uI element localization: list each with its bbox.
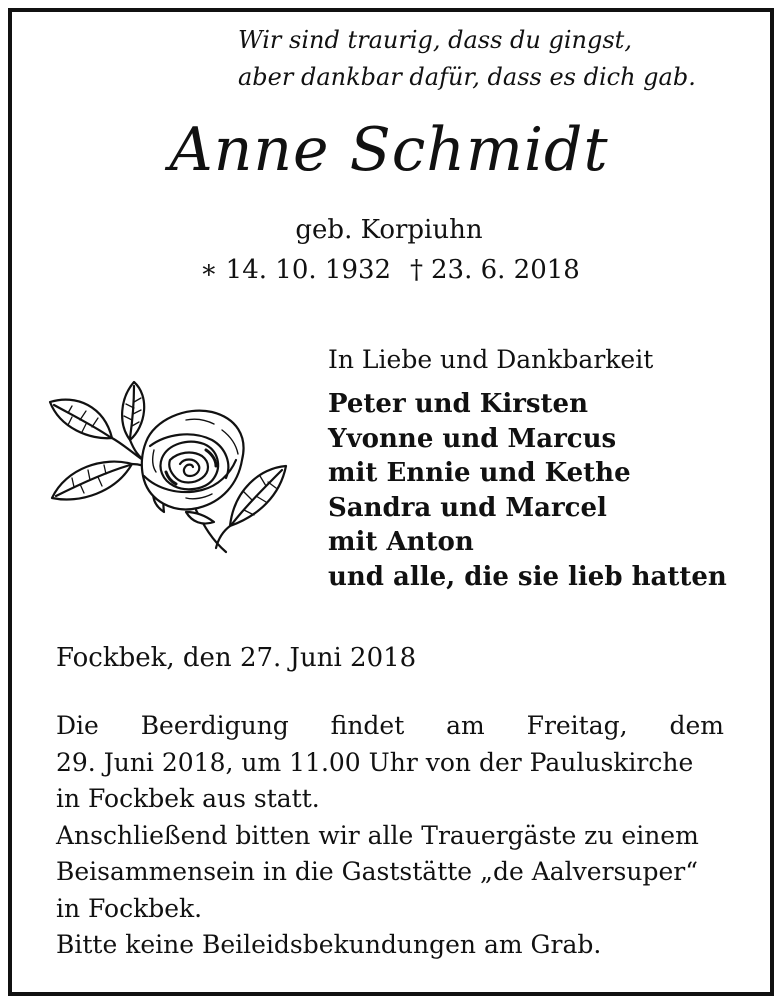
birth-date-group [200,250,391,290]
mourner-line: mit Ennie und Kethe [328,458,631,488]
funeral-line: Beisammensein in die Gaststätte „de Aalversuper“ [56,857,699,886]
funeral-details [56,708,724,964]
rose-icon [46,380,290,555]
funeral-line: 29. Juni 2018, um 11.00 Uhr von der Pauluskirche [56,747,694,777]
place-date: Fockbek, den 27. Juni 2018 [56,643,417,673]
funeral-word: Die [56,711,99,740]
birth-star-icon: ∗ [200,255,218,285]
funeral-word: Freitag, [526,711,628,740]
funeral-word: findet [330,711,405,740]
funeral-word: Beerdigung [140,711,289,740]
funeral-word: am [446,711,485,740]
maiden-name: geb. Korpiuhn [295,215,483,245]
death-date-group [410,250,580,290]
mourner-line: mit Anton [328,527,474,557]
funeral-line: Bitte keine Beileidsbekundungen am Grab. [56,930,602,959]
death-cross-icon: † [410,255,423,285]
motto-line: Wir sind traurig, dass du gingst, [238,26,632,54]
deceased-name: Anne Schmidt [169,115,609,185]
motto-line: aber dankbar dafür, dass es dich gab. [238,63,696,91]
funeral-word: dem [669,711,724,740]
mourner-line: und alle, die sie lieb hatten [328,561,727,592]
birth-date: 14. 10. 1932 [225,255,392,285]
mourner-line: Sandra und Marcel [328,492,607,523]
thanks-intro: In Liebe und Dankbarkeit [328,345,654,374]
funeral-line [56,708,724,745]
mourner-line: Peter und Kirsten [328,389,588,419]
funeral-line: in Fockbek. [56,893,203,923]
mourners-list [328,387,727,594]
mourner-line: Yvonne und Marcus [328,423,617,454]
death-date: 23. 6. 2018 [431,255,580,285]
funeral-line: Anschließend bitten wir alle Trauergäste zu einem [56,820,699,850]
funeral-line: in Fockbek aus statt. [56,784,320,813]
